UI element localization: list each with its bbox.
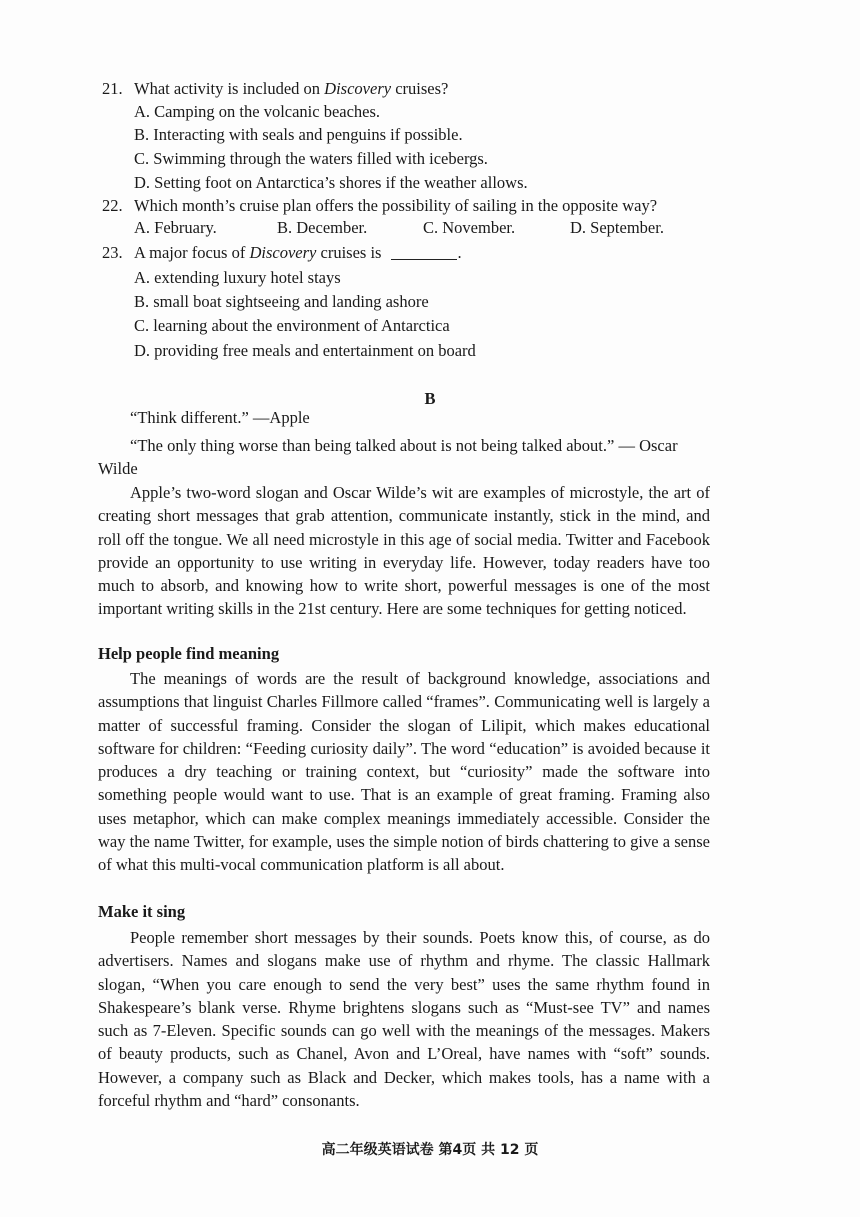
intro-paragraph: Apple’s two-word slogan and Oscar Wilde’s wit are examples of microstyle, the art of creating short messages that grab attention, communicate instantly, stick in the mind, and roll off the tongue. We all need microstyle in this age of social media. Twitter and Facebook provide an opportunity to use writing in everyday life. However, today readers have too much to absorb, and knowing how to write short, powerful messages is one of the most important writing skills in the 21st century. Here are some techniques for getting noticed. <box>98 483 710 619</box>
paragraph-framing: The meanings of words are the result of background knowledge, associations and assumptions that linguist Charles Fillmore called “frames”. Communicating well is largely a matter of successful framing. Consider the slogan of Lilipit, which makes educational software for children: “Feeding curiosity daily”. The word “education” is avoided because it produces a dry teaching or training context, but “curiosity” made the software into something people would want to use. That is an example of great framing. Framing also uses metaphor, which can make complex meanings immediately accessible. Consider the way the name Twitter, for example, uses the simple notion of birds chattering to give a sense of what this multi-vocal communication platform is all about. <box>98 669 710 875</box>
heading-make-it-sing: Make it sing <box>98 902 186 921</box>
question-23-stem: 23. A major focus of Discovery cruises is . <box>102 243 462 262</box>
answer-blank <box>391 259 457 260</box>
question-22-stem: 22. Which month’s cruise plan offers the possibility of sailing in the opposite way? <box>102 196 658 215</box>
quote-oscar-wilde: “The only thing worse than being talked about is not being talked about.” — Oscar Wilde <box>98 436 678 478</box>
question-21-stem: 21. What activity is included on Discovery cruises? <box>102 79 449 98</box>
quote-apple: “Think different.” —Apple <box>130 408 310 427</box>
question-23-option-b: B. small boat sightseeing and landing ashore <box>134 292 429 311</box>
question-21-option-c: C. Swimming through the waters filled with icebergs. <box>134 149 488 168</box>
question-23-option-d: D. providing free meals and entertainment on board <box>134 341 476 360</box>
question-number: 21. <box>102 79 123 98</box>
question-21-option-a: A. Camping on the volcanic beaches. <box>134 102 381 121</box>
question-number: 22. <box>102 196 123 215</box>
paragraph-sound: People remember short messages by their sounds. Poets know this, of course, as do advertisers. Names and slogans make use of rhythm and rhyme. The classic Hallmark slogan, “When you care enough to send the very best” uses the same rhythm found in Shakespeare’s blank verse. Rhyme brightens slogans such as “Must-see TV” and names such as 7-Eleven. Specific sounds can go well with the meanings of the messages. Makers of beauty products, such as Chanel, Avon and L’Oreal, have names with “soft” sounds. However, a company such as Black and Decker, which makes tools, has a name with a forceful rhythm and “hard” consonants. <box>98 928 710 1111</box>
question-23-option-a: A. extending luxury hotel stays <box>134 268 341 287</box>
question-22-option-b: B. December. <box>277 218 368 237</box>
question-22-option-c: C. November. <box>423 218 516 237</box>
section-label: B <box>424 389 436 408</box>
question-21-option-b: B. Interacting with seals and penguins if possible. <box>134 125 463 144</box>
question-23-option-c: C. learning about the environment of Antarctica <box>134 316 450 335</box>
question-22-option-d: D. September. <box>570 218 664 237</box>
page-footer: 高二年级英语试卷 第4页 共 12 页 <box>321 1142 539 1158</box>
question-21-option-d: D. Setting foot on Antarctica’s shores if the weather allows. <box>134 173 528 192</box>
heading-help-people-find-meaning: Help people find meaning <box>98 644 280 663</box>
question-22-option-a: A. February. <box>134 218 217 237</box>
question-number: 23. <box>102 243 123 262</box>
